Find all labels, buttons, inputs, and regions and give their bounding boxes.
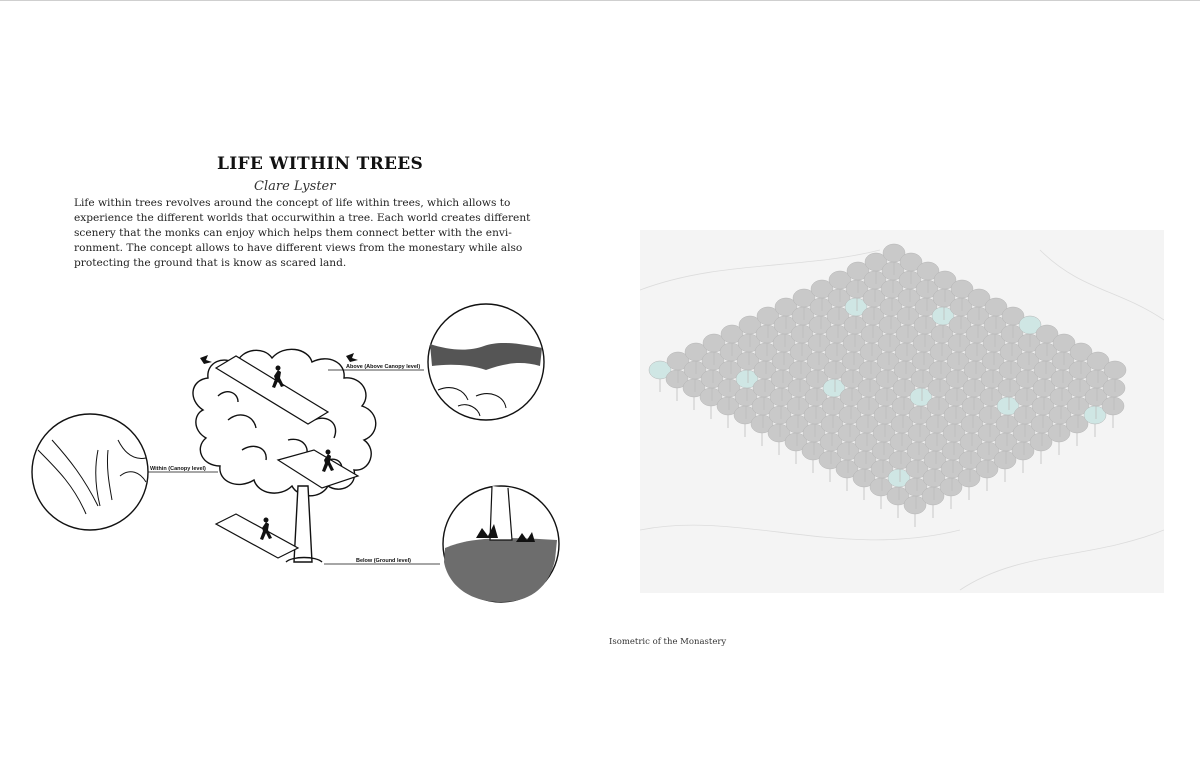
description-line: ronment. The concept allows to have different views from the monestary while also [74,242,523,254]
label-below: Below (Ground level) [356,558,412,564]
label-within: Within (Canopy level) [150,466,206,472]
label-above: Above (Above Canopy level) [346,364,421,370]
top-divider [0,0,1200,1]
page-title: LIFE WITHIN TREES [217,154,424,174]
iso-tree-crown [1104,361,1126,379]
iso-tree-crown [1102,397,1124,415]
ground-level-view [443,486,559,602]
tree-levels-diagram [28,300,568,610]
above-canopy-view [428,304,544,420]
iso-tree-crown [1103,379,1125,397]
within-canopy-view [32,414,148,530]
description-line: protecting the ground that is know as scared land. [74,257,347,269]
description-line: Life within trees revolves around the concept of life within trees, which allows to [74,197,511,209]
monastery-isometric [640,230,1164,593]
author-name: Clare Lyster [254,179,336,194]
isometric-caption: Isometric of the Monastery [609,637,727,647]
description-line: scenery that the monks can enjoy which helps them connect better with the envi- [74,227,512,239]
concept-description [74,196,564,271]
description-line: experience the different worlds that occurwithin a tree. Each world creates different [74,212,531,224]
